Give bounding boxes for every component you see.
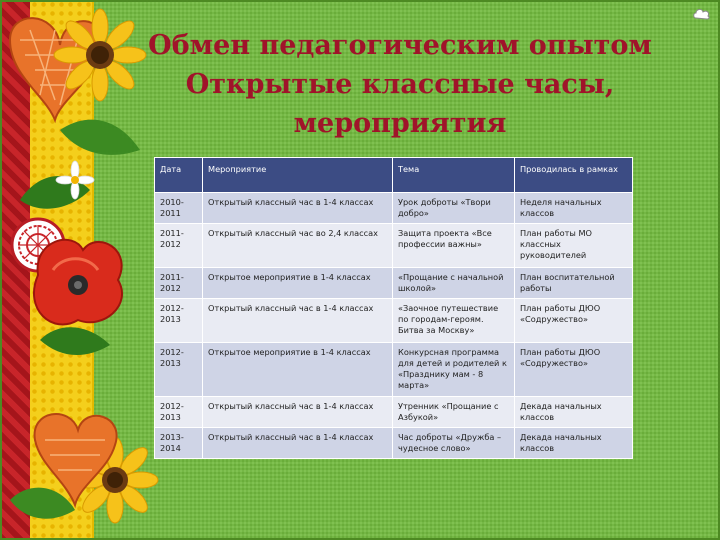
events-table (154, 157, 633, 459)
cell-framework: Декада начальных классов (515, 397, 633, 428)
title-line: Открытые классные часы, (185, 69, 615, 100)
cell-event: Открытый классный час в 1-4 классах (203, 193, 393, 224)
corner-cloud-icon (692, 6, 712, 22)
table-row (155, 397, 633, 428)
poppy-icon (34, 240, 122, 325)
cell-date: 2013-2014 (155, 428, 203, 459)
cell-event: Открытый классный час в 1-4 классах (203, 428, 393, 459)
cell-date: 2012-2013 (155, 343, 203, 397)
cell-topic: Час доброты «Дружба – чудесное слово» (393, 428, 515, 459)
cell-topic: Утренник «Прощание с Азбукой» (393, 397, 515, 428)
column-header-topic: Тема (393, 158, 515, 193)
cell-framework: План работы МО классных руководителей (515, 224, 633, 268)
slide-title (130, 26, 670, 143)
table-row (155, 268, 633, 299)
cell-framework: Декада начальных классов (515, 428, 633, 459)
cell-date: 2012-2013 (155, 397, 203, 428)
cell-topic: «Прощание с начальной школой» (393, 268, 515, 299)
title-line: Обмен педагогическим опытом (148, 30, 652, 61)
table-row (155, 224, 633, 268)
cell-date: 2011-2012 (155, 268, 203, 299)
title-line: мероприятия (293, 108, 507, 139)
table-row (155, 193, 633, 224)
cell-topic: Защита проекта «Все профессии важны» (393, 224, 515, 268)
cell-date: 2010-2011 (155, 193, 203, 224)
cell-event: Открытый классный час в 1-4 классах (203, 397, 393, 428)
cell-event: Открытый классный час в 1-4 классах (203, 299, 393, 343)
table-row (155, 299, 633, 343)
cell-framework: План работы ДЮО «Содружество» (515, 343, 633, 397)
cell-event: Открытое мероприятие в 1-4 классах (203, 268, 393, 299)
table-row (155, 343, 633, 397)
cell-date: 2012-2013 (155, 299, 203, 343)
cell-topic: «Заочное путешествие по городам-героям. Битва за Москву» (393, 299, 515, 343)
cell-date: 2011-2012 (155, 224, 203, 268)
cell-framework: План воспитательной работы (515, 268, 633, 299)
table-row (155, 428, 633, 459)
column-header-event: Мероприятие (203, 158, 393, 193)
cell-framework: План работы ДЮО «Содружество» (515, 299, 633, 343)
cell-framework: Неделя начальных классов (515, 193, 633, 224)
cell-event: Открытый классный час во 2,4 классах (203, 224, 393, 268)
cell-topic: Урок доброты «Твори добро» (393, 193, 515, 224)
cell-event: Открытое мероприятие в 1-4 классах (203, 343, 393, 397)
table-header-row (155, 158, 633, 193)
column-header-framework: Проводилась в рамках (515, 158, 633, 193)
cell-topic: Конкурсная программа для детей и родителей к «Празднику мам - 8 марта» (393, 343, 515, 397)
column-header-date: Дата (155, 158, 203, 193)
